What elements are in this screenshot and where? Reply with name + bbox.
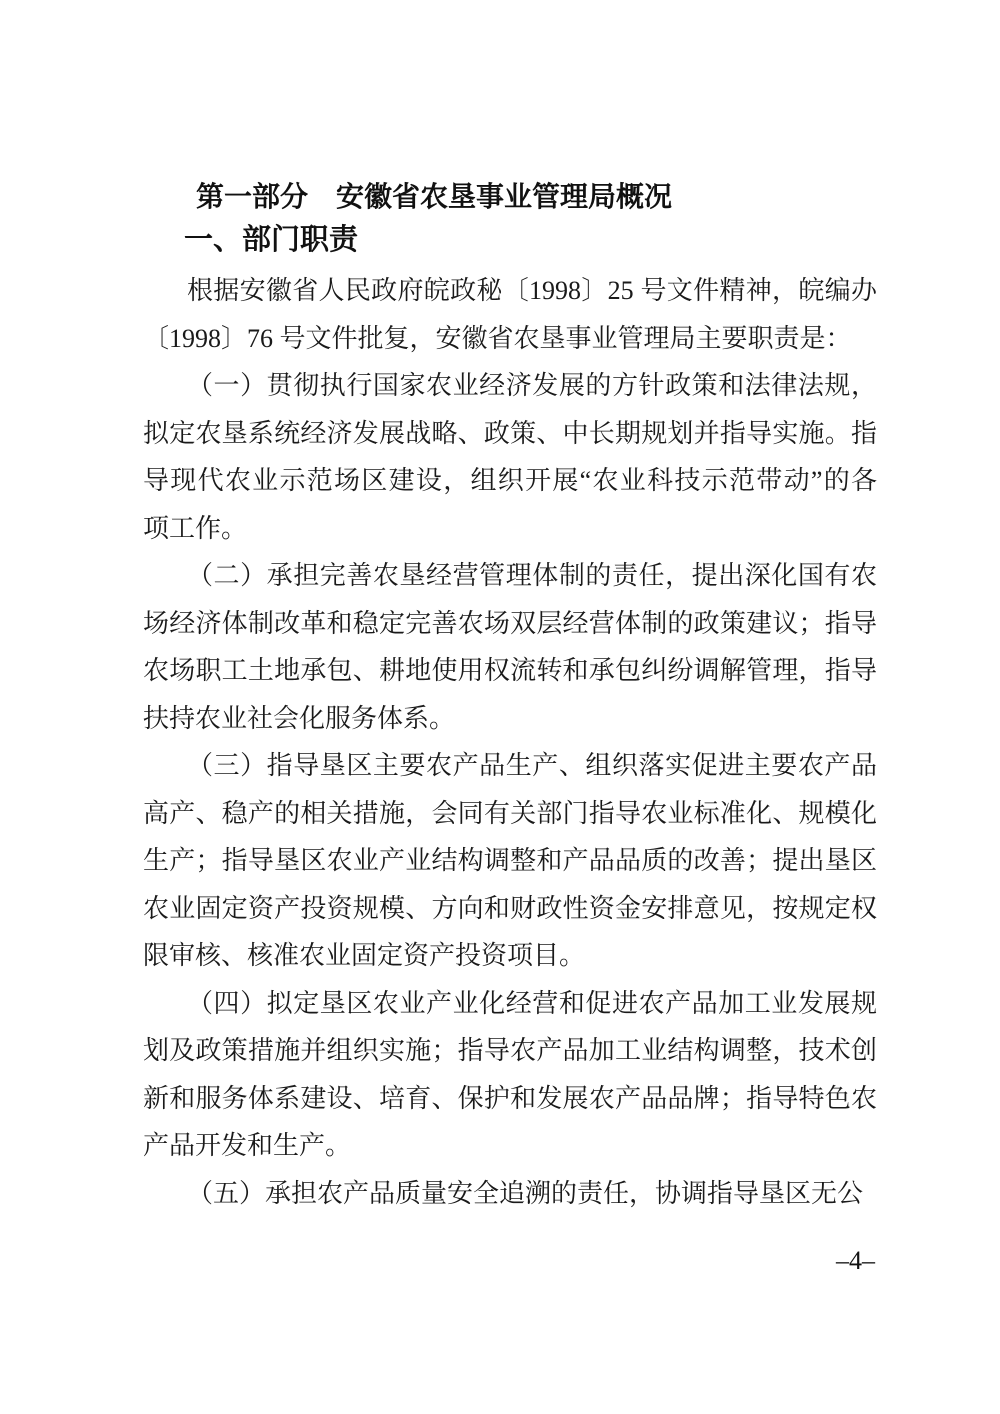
- text-line: 产品开发和生产。: [143, 1131, 352, 1160]
- text-line: （五）承担农产品质量安全追溯的责任，协调指导垦区无公: [187, 1178, 864, 1208]
- text-line: （一）贯彻执行国家农业经济发展的方针政策和法律法规，: [187, 371, 877, 400]
- text-line: 限审核、核准农业固定资产投资项目。: [143, 941, 586, 970]
- text-line: 场经济体制改革和稳定完善农场双层经营体制的政策建议；指导: [143, 608, 877, 638]
- text-line: 拟定农垦系统经济发展战略、政策、中长期规划并指导实施。指: [143, 418, 877, 448]
- text-line: 扶持农业社会化服务体系。: [143, 703, 456, 733]
- text-line: 农业固定资产投资规模、方向和财政性资金安排意见，按规定权: [143, 893, 877, 923]
- section-heading: 一、部门职责: [184, 224, 359, 256]
- text-line: （三）指导垦区主要农产品生产、组织落实促进主要农产品: [187, 751, 877, 780]
- page-number: –4–: [836, 1246, 875, 1275]
- document-title: 第一部分 安徽省农垦事业管理局概况: [196, 181, 673, 212]
- text-line: 项工作。: [143, 513, 248, 543]
- text-line: （四）拟定垦区农业产业化经营和促进农产品加工业发展规: [187, 988, 877, 1018]
- text-line: 划及政策措施并组织实施；指导农产品加工业结构调整，技术创: [143, 1036, 877, 1065]
- text-line: 农场职工土地承包、耕地使用权流转和承包纠纷调解管理，指导: [143, 656, 877, 685]
- text-line: 高产、稳产的相关措施，会同有关部门指导农业标准化、规模化: [143, 798, 877, 828]
- text-line: 新和服务体系建设、培育、保护和发展农产品品牌；指导特色农: [143, 1083, 877, 1113]
- text-line: （二）承担完善农垦经营管理体制的责任，提出深化国有农: [187, 561, 877, 590]
- text-line: 〔1998〕76 号文件批复，安徽省农垦事业管理局主要职责是：: [143, 323, 852, 353]
- text-line: 根据安徽省人民政府皖政秘〔1998〕25 号文件精神，皖编办: [187, 276, 877, 305]
- document-body: [143, 267, 877, 1217]
- text-line: 生产；指导垦区农业产业结构调整和产品品质的改善；提出垦区: [143, 846, 877, 875]
- text-line: 导现代农业示范场区建设，组织开展“农业科技示范带动”的各: [143, 466, 877, 495]
